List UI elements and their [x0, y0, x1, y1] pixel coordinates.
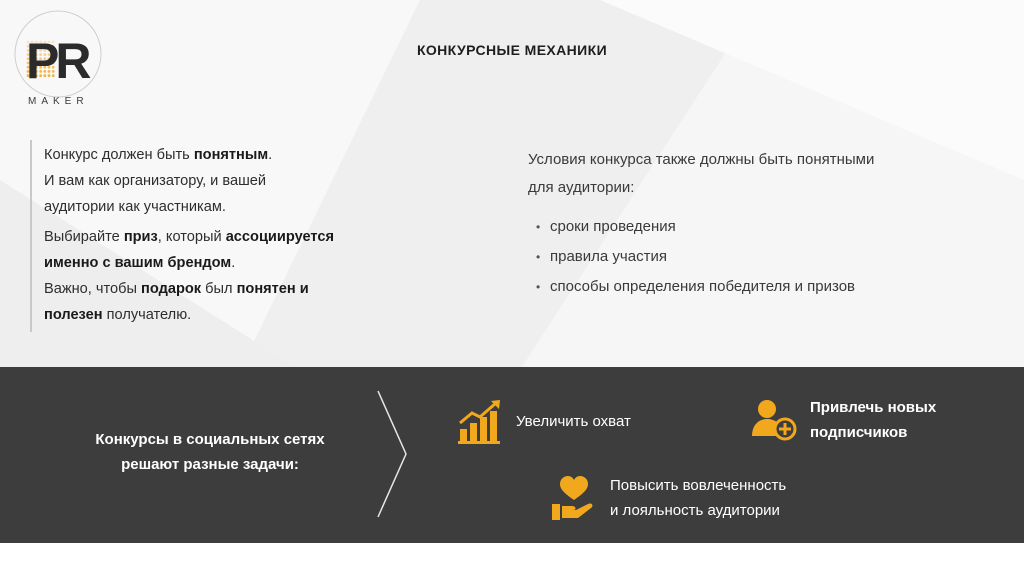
growth-chart-icon [456, 397, 504, 445]
right-text-block [528, 146, 968, 302]
paragraph-choose-prize-run: . [231, 255, 236, 271]
list-item [528, 212, 968, 242]
list-item-text: правила участия [550, 248, 667, 265]
paragraph-choose-prize-run: , который [157, 229, 226, 245]
paragraph-choose-prize-bold-run: понятен и [236, 281, 309, 297]
task-increase-reach [456, 397, 631, 445]
paragraph-choose-prize-run: получателю. [102, 307, 192, 323]
paragraph-choose-prize [44, 224, 430, 328]
svg-text:PR: PR [26, 33, 88, 89]
task-text-line1: Увеличить охват [516, 412, 631, 430]
task-text-line2: и лояльность аудитории [610, 502, 780, 519]
paragraph-choose-prize-bold-run: именно с вашим брендом [44, 255, 232, 271]
task-text [516, 409, 631, 434]
paragraph-choose-prize-bold-run: подарок [141, 281, 202, 297]
band-heading-line2: решают разные задачи: [121, 456, 299, 473]
paragraph-choose-prize-bold-run: приз [123, 229, 158, 245]
chevron-right-icon [376, 389, 410, 519]
paragraph-choose-prize-run: Выбирайте [44, 229, 124, 245]
paragraph-contest-clear-run: . [268, 147, 273, 163]
band-heading-line1: Конкурсы в социальных сетях [95, 431, 325, 448]
bullet-dot: • [536, 280, 541, 294]
heart-hand-icon [550, 474, 598, 522]
task-new-subscribers [750, 395, 936, 445]
paragraph-choose-prize-bold-run: полезен [44, 307, 103, 323]
paragraph-contest-clear-run: И вам как организатору, и вашей [44, 173, 267, 189]
paragraph-choose-prize-run: Важно, чтобы [44, 281, 142, 297]
task-text [610, 473, 786, 523]
bullet-dot: • [536, 250, 541, 264]
page-title [0, 42, 1024, 58]
paragraph-choose-prize-bold-run: ассоциируется [225, 229, 335, 245]
add-user-icon [750, 396, 798, 444]
list-item-text: сроки проведения [550, 218, 676, 235]
conditions-intro-line1: Условия конкурса также должны быть понятными [528, 151, 875, 168]
bullet-dot: • [536, 220, 541, 234]
left-text-block [30, 140, 430, 332]
paragraph-contest-clear-run: аудитории как участникам. [44, 199, 226, 215]
task-text-line1: Привлечь новых [810, 399, 937, 416]
band-heading [60, 427, 360, 477]
tasks-band [0, 367, 1024, 543]
conditions-intro-line2: для аудитории: [528, 179, 635, 196]
paragraph-contest-clear [44, 142, 430, 220]
conditions-intro [528, 146, 968, 202]
task-text-line2: подписчиков [810, 424, 908, 441]
list-item-text: способы определения победителя и призов [550, 278, 856, 295]
paragraph-contest-clear-bold-run: понятным [193, 147, 269, 163]
page-title-text: КОНКУРСНЫЕ МЕХАНИКИ [416, 42, 608, 58]
paragraph-choose-prize-run: был [201, 281, 237, 297]
paragraph-contest-clear-run: Конкурс должен быть [44, 147, 194, 163]
task-text [810, 395, 936, 445]
list-item [528, 272, 968, 302]
bottom-strip [0, 543, 1024, 574]
task-text-line1: Повысить вовлеченность [610, 477, 787, 494]
conditions-list [528, 212, 968, 302]
task-increase-engagement [550, 473, 786, 523]
list-item [528, 242, 968, 272]
logo-caption: MAKER [28, 96, 89, 107]
